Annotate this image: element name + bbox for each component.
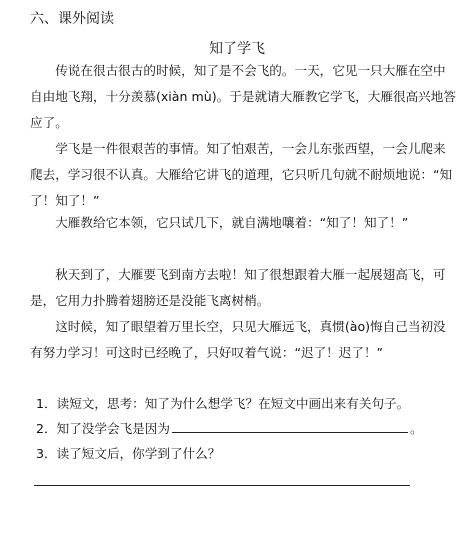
story-paragraph-5: 这时候，知了眼望着万里长空，只见大雁远飞，真惯(ào)悔自己当初没有努力学习！可这时已经晚了，只好叹着气说：“迟了！迟了！” bbox=[30, 319, 446, 360]
story-paragraph-4: 秋天到了，大雁要飞到南方去啦！知了很想跟着大雁一起展翅高飞，可是，它用力扑腾着翅膀还是没能飞离树梢。 bbox=[30, 267, 446, 308]
question-2 bbox=[36, 418, 423, 437]
story-paragraph-3: 大雁教给它本领，它只试几下，就自满地嚷着：“知了！知了！” bbox=[55, 215, 409, 230]
question-2-end: 。 bbox=[409, 421, 423, 436]
question-2-answer-blank[interactable] bbox=[172, 419, 408, 433]
section-title: 六、课外阅读 bbox=[30, 11, 114, 27]
question-2-text: 2．知了没学会飞是因为 bbox=[36, 421, 170, 436]
story-paragraph-2: 学飞是一件很艰苦的事情。知了怕艰苦，一会儿东张西望，一会儿爬来爬去，学习很不认真。大雁给它讲飞的道理，它只听几句就不耐烦地说：“知了！知了！” bbox=[30, 141, 453, 208]
story-title: 知了学飞 bbox=[209, 41, 265, 57]
question-3-answer-line[interactable] bbox=[34, 485, 410, 486]
story-paragraph-1: 传说在很古很古的时候，知了是不会飞的。一天，它见一只大雁在空中自由地飞翔，十分羡慕(xiàn mù)。于是就请大雁教它学飞，大雁很高兴地答应了。 bbox=[30, 63, 456, 130]
question-1: 1．读短文，思考：知了为什么想学飞？在短文中画出来有关句子。 bbox=[36, 396, 410, 411]
question-3: 3．读了短文后，你学到了什么？ bbox=[36, 446, 221, 461]
